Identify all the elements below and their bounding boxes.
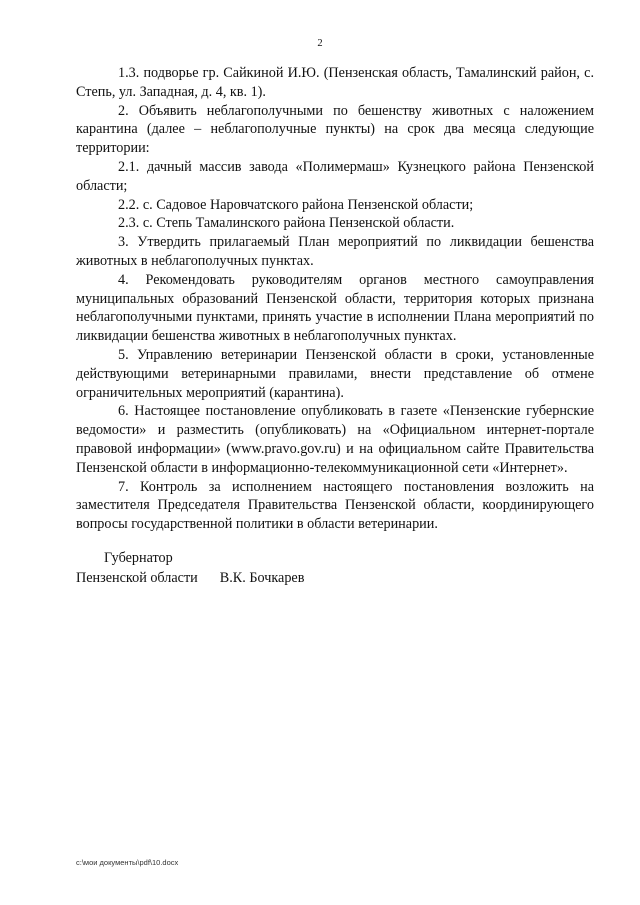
signatory-row <box>76 568 304 588</box>
paragraph-6: 6. Настоящее постановление опубликовать в газете «Пензенские губернские ведомости» и разместить (опубликовать) на «Официальном интернет-портале правовой информации» (www.pravo.gov.ru) и на официальном сайте Правительства Пензенской области в информационно-телекоммуникационной сети «Интернет». <box>76 403 594 476</box>
document-body <box>76 64 594 534</box>
paragraph-3: 3. Утвердить прилагаемый План мероприятий по ликвидации бешенства животных в неблагополучных пунктах. <box>76 234 594 269</box>
signatory-region: Пензенской области <box>76 570 198 586</box>
paragraph-2-1: 2.1. дачный массив завода «Полимермаш» Кузнецкого района Пензенской области; <box>76 158 594 194</box>
paragraph-4: 4. Рекомендовать руководителям органов местного самоуправления муниципальных образований Пензенской области, территория которых признана неблагополучными пунктами, принять участие в исполнении Плана мероприятий по ликвидации бешенства животных в неблагополучных пунктах. <box>76 271 594 345</box>
paragraph-7: 7. Контроль за исполнением настоящего постановления возложить на заместителя Председателя Правительства Пензенской области, координирующего вопросы государственной политики в области ветеринарии. <box>76 478 594 533</box>
paragraph-2-2: 2.2. с. Садовое Наровчатского района Пензенской области; <box>118 196 474 213</box>
signatory-title: Губернатор <box>104 550 173 566</box>
paragraph-2-3: 2.3. с. Степь Тамалинского района Пензенской области. <box>118 215 455 232</box>
footer-file-path: c:\мои документы\pdf\10.docx <box>76 858 179 867</box>
paragraph-5: 5. Управлению ветеринарии Пензенской области в сроки, установленные действующими ветеринарными правилами, внести представление об отмене ограничительных мероприятий (карантина). <box>76 346 594 401</box>
paragraph-1-3: 1.3. подворье гр. Сайкиной И.Ю. (Пензенская область, Тамалинский район, с. Степь, ул. Западная, д. 4, кв. 1). <box>76 65 594 100</box>
page-number: 2 <box>317 38 323 49</box>
paragraph-2: 2. Объявить неблагополучными по бешенству животных с наложением карантина (далее – неблагополучные пункты) на срок два месяца следующие территории: <box>76 102 594 157</box>
signatory-name: В.К. Бочкарев <box>219 570 305 586</box>
signature-block <box>76 548 304 588</box>
